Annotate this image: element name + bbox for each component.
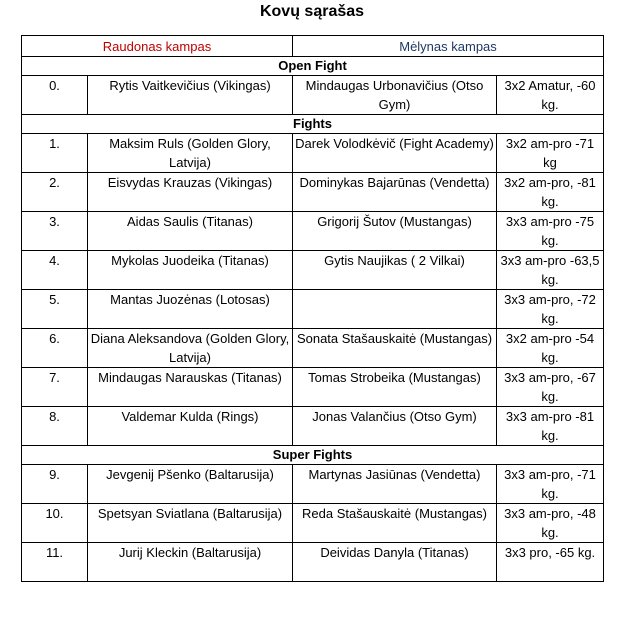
fight-category: 3x3 am-pro -63,5 kg.	[497, 251, 604, 290]
fight-category: 3x3 am-pro, -72 kg.	[497, 290, 604, 329]
section-header-row	[22, 115, 604, 134]
fight-number: 5.	[22, 290, 88, 329]
fight-row	[22, 251, 604, 290]
fight-list-body	[22, 36, 604, 582]
fight-row	[22, 173, 604, 212]
red-corner-fighter: Mykolas Juodeika (Titanas)	[88, 251, 293, 290]
fight-number: 6.	[22, 329, 88, 368]
section-title: Fights	[22, 115, 604, 134]
fight-row	[22, 134, 604, 173]
red-corner-fighter: Valdemar Kulda (Rings)	[88, 407, 293, 446]
fight-row	[22, 76, 604, 115]
fight-list-table	[21, 35, 604, 582]
red-corner-fighter: Aidas Saulis (Titanas)	[88, 212, 293, 251]
fight-number: 3.	[22, 212, 88, 251]
red-corner-fighter: Mindaugas Narauskas (Titanas)	[88, 368, 293, 407]
blue-corner-fighter: Gytis Naujikas ( 2 Vilkai)	[293, 251, 497, 290]
blue-corner-fighter: Jonas Valančius (Otso Gym)	[293, 407, 497, 446]
red-corner-fighter: Eisvydas Krauzas (Vikingas)	[88, 173, 293, 212]
section-title: Super Fights	[22, 446, 604, 465]
fight-category: 3x3 am-pro -75 kg.	[497, 212, 604, 251]
red-corner-fighter: Jevgenij Pšenko (Baltarusija)	[88, 465, 293, 504]
blue-corner-fighter: Reda Stašauskaitė (Mustangas)	[293, 504, 497, 543]
red-corner-fighter: Mantas Juozėnas (Lotosas)	[88, 290, 293, 329]
fight-number: 4.	[22, 251, 88, 290]
fight-number: 1.	[22, 134, 88, 173]
fight-row	[22, 368, 604, 407]
fight-number: 9.	[22, 465, 88, 504]
fight-category: 3x2 am-pro, -81 kg.	[497, 173, 604, 212]
page-title: Kovų sąrašas	[259, 3, 365, 20]
fight-row	[22, 543, 604, 582]
red-corner-fighter: Jurij Kleckin (Baltarusija)	[88, 543, 293, 582]
fight-number: 8.	[22, 407, 88, 446]
blue-corner-fighter: Mindaugas Urbonavičius (Otso Gym)	[293, 76, 497, 115]
fight-number: 7.	[22, 368, 88, 407]
section-title: Open Fight	[22, 57, 604, 76]
section-header-row	[22, 446, 604, 465]
blue-corner-fighter: Darek Volodkėvič (Fight Academy)	[293, 134, 497, 173]
fight-number: 0.	[22, 76, 88, 115]
fight-category: 3x3 am-pro, -48 kg.	[497, 504, 604, 543]
fight-number: 10.	[22, 504, 88, 543]
fight-row	[22, 407, 604, 446]
red-corner-header: Raudonas kampas	[22, 36, 293, 57]
blue-corner-fighter: Tomas Strobeika (Mustangas)	[293, 368, 497, 407]
red-corner-fighter: Rytis Vaitkevičius (Vikingas)	[88, 76, 293, 115]
fight-category: 3x3 am-pro, -71 kg.	[497, 465, 604, 504]
blue-corner-fighter: Grigorij Šutov (Mustangas)	[293, 212, 497, 251]
blue-corner-fighter: Sonata Stašauskaitė (Mustangas)	[293, 329, 497, 368]
red-corner-fighter: Spetsyan Sviatlana (Baltarusija)	[88, 504, 293, 543]
blue-corner-fighter: Dominykas Bajarūnas (Vendetta)	[293, 173, 497, 212]
blue-corner-fighter: Martynas Jasiūnas (Vendetta)	[293, 465, 497, 504]
fight-category: 3x3 am-pro -81 kg.	[497, 407, 604, 446]
section-header-row	[22, 57, 604, 76]
fight-number: 2.	[22, 173, 88, 212]
fight-row	[22, 465, 604, 504]
fight-category: 3x2 am-pro -54 kg.	[497, 329, 604, 368]
fight-number: 11.	[22, 543, 88, 582]
fight-row	[22, 504, 604, 543]
fight-category: 3x3 pro, -65 kg.	[497, 543, 604, 582]
blue-corner-fighter	[293, 290, 497, 329]
blue-corner-header: Mėlynas kampas	[293, 36, 604, 57]
fight-category: 3x2 Amatur, -60 kg.	[497, 76, 604, 115]
blue-corner-fighter: Deividas Danyla (Titanas)	[293, 543, 497, 582]
red-corner-fighter: Diana Aleksandova (Golden Glory, Latvija)	[88, 329, 293, 368]
fight-category: 3x3 am-pro, -67 kg.	[497, 368, 604, 407]
fight-category: 3x2 am-pro -71 kg	[497, 134, 604, 173]
fight-row	[22, 329, 604, 368]
fight-row	[22, 212, 604, 251]
red-corner-fighter: Maksim Ruls (Golden Glory, Latvija)	[88, 134, 293, 173]
fight-row	[22, 290, 604, 329]
header-row	[22, 36, 604, 57]
